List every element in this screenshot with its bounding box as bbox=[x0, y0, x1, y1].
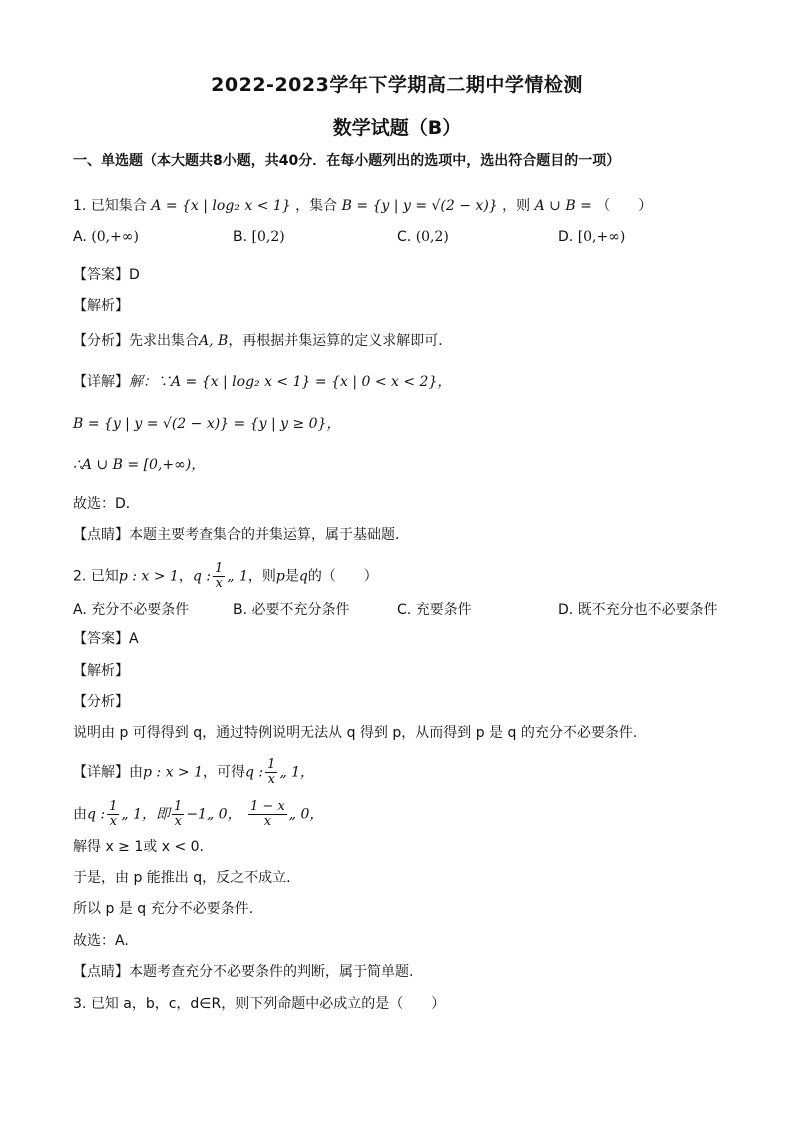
q1-detail-line-3: ∴A ∪ B = [0,+∞)， bbox=[73, 457, 206, 473]
set-b-expression: B = {y | y = √(2 − x)} bbox=[341, 198, 498, 214]
q2-option-a: A. 充分不必要条件 bbox=[73, 602, 190, 618]
q1-option-d: D. [0,+∞) bbox=[558, 229, 626, 245]
q2-analysis-label: 【分析】 bbox=[73, 694, 129, 710]
question-3-stem: 3. 已知 a，b，c，d∈R，则下列命题中必成立的是（ ） bbox=[73, 996, 446, 1012]
q2-option-c: C. 充要条件 bbox=[397, 602, 472, 618]
q2-choose: 故选：A. bbox=[73, 933, 129, 949]
section-heading: 一、单选题（本大题共8小题，共40分．在每小题列出的选项中，选出符合题目的一项） bbox=[73, 153, 621, 169]
q2-option-b: B. 必要不充分条件 bbox=[233, 602, 350, 618]
q1-option-a: A. (0,+∞) bbox=[73, 229, 139, 245]
q2-detail-line-3: 解得 x ≥ 1或 x < 0． bbox=[73, 839, 214, 855]
question-1-stem: 1. 已知集合 A = {x | log₂ x < 1} ，集合 B = {y | y = √(2 − x)} ，则 A ∪ B = （ ） bbox=[73, 198, 653, 214]
question-number: 3. bbox=[73, 996, 87, 1012]
q1-jiexi-label: 【解析】 bbox=[73, 298, 129, 314]
q2-option-d: D. 既不充分也不必要条件 bbox=[558, 602, 718, 618]
q2-detail-line-4: 于是，由 p 能推出 q，反之不成立. bbox=[73, 870, 291, 886]
q2-jiexi-label: 【解析】 bbox=[73, 663, 129, 679]
q2-analysis: 说明由 p 可得得到 q，通过特例说明无法从 q 得到 p，从而得到 p 是 q 的充分不必要条件. bbox=[73, 725, 638, 741]
q1-analysis: 【分析】先求出集合A, B，再根据并集运算的定义求解即可． bbox=[73, 333, 453, 349]
q1-detail-line-2: B = {y | y = √(2 − x)} = {y | y ≥ 0}， bbox=[73, 416, 341, 432]
q2-detail-line-5: 所以 p 是 q 充分不必要条件. bbox=[73, 901, 254, 917]
q1-comment: 【点睛】本题主要考查集合的并集运算，属于基础题． bbox=[73, 527, 409, 543]
exam-subtitle: 数学试题（B） bbox=[332, 117, 462, 139]
question-number: 2. bbox=[73, 568, 87, 585]
set-a-expression: A = {x | log₂ x < 1} bbox=[151, 198, 291, 214]
q2-detail-line-1: 【详解】由p : x > 1，可得q : $\frac{1}{x}$ „ 1， bbox=[73, 757, 315, 787]
q1-choose: 故选：D． bbox=[73, 496, 140, 512]
question-2-stem: 2. 已知p : x > 1，q : $\frac{1}{x}$ „ 1，则p是q的（ ） bbox=[73, 561, 378, 591]
q2-detail-line-2: 由q : $\frac{1}{x}$ „ 1，即 $\frac{1}{x}$ −1„ 0， $\frac{1 - x}{x}$ „ 0， bbox=[73, 799, 324, 829]
question-number: 1. bbox=[73, 198, 87, 214]
q1-answer: 【答案】D bbox=[73, 267, 140, 283]
q1-option-b: B. [0,2) bbox=[233, 229, 285, 245]
q1-detail-line-1: 【详解】解：∵A = {x | log₂ x < 1} = {x | 0 < x < 2}， bbox=[73, 374, 452, 390]
exam-title: 2022-2023学年下学期高二期中学情检测 bbox=[211, 74, 583, 96]
q2-comment: 【点睛】本题考查充分不必要条件的判断，属于简单题. bbox=[73, 964, 414, 980]
q1-option-c: C. (0,2) bbox=[397, 229, 449, 245]
q2-answer: 【答案】A bbox=[73, 631, 139, 647]
fraction: $\frac{1}{x}$ bbox=[214, 561, 224, 591]
